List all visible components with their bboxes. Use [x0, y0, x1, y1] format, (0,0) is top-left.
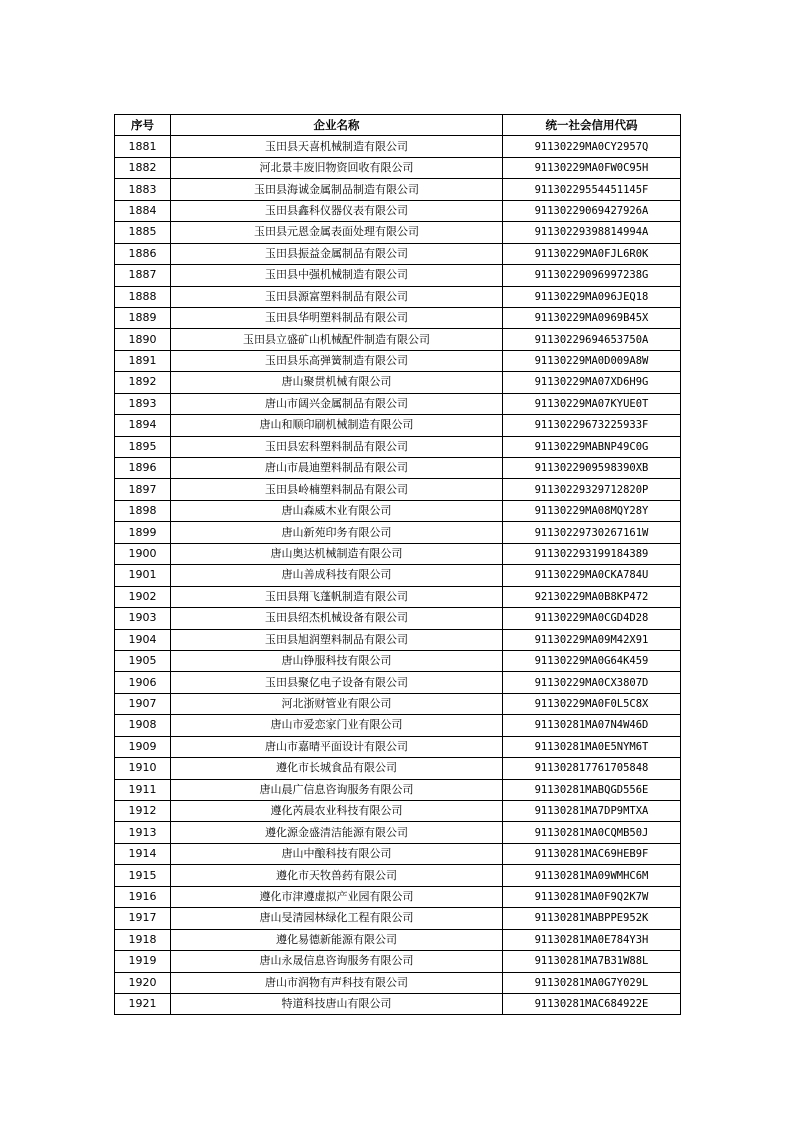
cell-company-name: 遵化源金盛清洁能源有限公司	[171, 822, 503, 843]
cell-credit-code: 91130281MA7DP9MTXA	[503, 801, 681, 822]
cell-company-name: 唐山新苑印务有限公司	[171, 522, 503, 543]
cell-credit-code: 91130229MABNP49C0G	[503, 436, 681, 457]
cell-serial-number: 1889	[115, 307, 171, 328]
table-row	[115, 608, 681, 629]
cell-credit-code: 91130281MA0E784Y3H	[503, 929, 681, 950]
cell-credit-code: 911302817761705848	[503, 758, 681, 779]
cell-company-name: 特道科技唐山有限公司	[171, 993, 503, 1014]
cell-company-name: 唐山市阔兴金属制品有限公司	[171, 393, 503, 414]
cell-serial-number: 1920	[115, 972, 171, 993]
cell-serial-number: 1907	[115, 693, 171, 714]
table-row	[115, 286, 681, 307]
cell-credit-code: 91130281MA7B31W88L	[503, 951, 681, 972]
cell-company-name: 遵化易德新能源有限公司	[171, 929, 503, 950]
cell-credit-code: 91130229MA0F0L5C8X	[503, 693, 681, 714]
cell-credit-code: 91130229MA0969B45X	[503, 307, 681, 328]
table-row	[115, 350, 681, 371]
table-row	[115, 779, 681, 800]
cell-serial-number: 1912	[115, 801, 171, 822]
cell-credit-code: 91130229MA0D009A8W	[503, 350, 681, 371]
cell-company-name: 遵化芮晨农业科技有限公司	[171, 801, 503, 822]
cell-company-name: 玉田县旭润塑料制品有限公司	[171, 629, 503, 650]
cell-serial-number: 1914	[115, 843, 171, 864]
table-row	[115, 758, 681, 779]
header-company-name: 企业名称	[171, 115, 503, 136]
cell-company-name: 玉田县海诚金属制品制造有限公司	[171, 179, 503, 200]
table-row	[115, 179, 681, 200]
cell-serial-number: 1900	[115, 543, 171, 564]
cell-serial-number: 1921	[115, 993, 171, 1014]
cell-serial-number: 1888	[115, 286, 171, 307]
table-row	[115, 972, 681, 993]
cell-credit-code: 91130229MA0CX3807D	[503, 672, 681, 693]
cell-credit-code: 911302293199184389	[503, 543, 681, 564]
cell-company-name: 河北景丰废旧物资回收有限公司	[171, 157, 503, 178]
cell-credit-code: 91130229MA0FW0C95H	[503, 157, 681, 178]
cell-company-name: 玉田县宏科塑料制品有限公司	[171, 436, 503, 457]
table-row	[115, 886, 681, 907]
cell-company-name: 玉田县乐高弹簧制造有限公司	[171, 350, 503, 371]
table-row	[115, 650, 681, 671]
cell-credit-code: 91130229MA0CKA784U	[503, 565, 681, 586]
table-row	[115, 715, 681, 736]
cell-serial-number: 1902	[115, 586, 171, 607]
table-row	[115, 307, 681, 328]
cell-serial-number: 1890	[115, 329, 171, 350]
cell-credit-code: 91130229730267161W	[503, 522, 681, 543]
table-row	[115, 500, 681, 521]
table-row	[115, 543, 681, 564]
cell-serial-number: 1885	[115, 222, 171, 243]
table-row	[115, 565, 681, 586]
cell-serial-number: 1911	[115, 779, 171, 800]
cell-credit-code: 91130281MA09WMHC6M	[503, 865, 681, 886]
table-row	[115, 629, 681, 650]
table-row	[115, 222, 681, 243]
cell-credit-code: 91130229673225933F	[503, 415, 681, 436]
cell-serial-number: 1897	[115, 479, 171, 500]
cell-company-name: 唐山奥达机械制造有限公司	[171, 543, 503, 564]
header-credit-code: 统一社会信用代码	[503, 115, 681, 136]
cell-serial-number: 1905	[115, 650, 171, 671]
cell-serial-number: 1882	[115, 157, 171, 178]
cell-serial-number: 1917	[115, 908, 171, 929]
cell-company-name: 遵化市天牧兽药有限公司	[171, 865, 503, 886]
cell-credit-code: 91130281MA07N4W46D	[503, 715, 681, 736]
cell-credit-code: 91130229554451145F	[503, 179, 681, 200]
cell-credit-code: 91130229694653750A	[503, 329, 681, 350]
table-header-row	[115, 115, 681, 136]
cell-company-name: 唐山铮服科技有限公司	[171, 650, 503, 671]
cell-serial-number: 1883	[115, 179, 171, 200]
cell-company-name: 玉田县立盛矿山机械配件制造有限公司	[171, 329, 503, 350]
cell-serial-number: 1906	[115, 672, 171, 693]
header-serial-number: 序号	[115, 115, 171, 136]
table-row	[115, 822, 681, 843]
cell-company-name: 玉田县元恩金属表面处理有限公司	[171, 222, 503, 243]
cell-credit-code: 91130229MA096JEQ18	[503, 286, 681, 307]
table-row	[115, 157, 681, 178]
cell-serial-number: 1901	[115, 565, 171, 586]
cell-credit-code: 91130281MABQGD556E	[503, 779, 681, 800]
cell-serial-number: 1891	[115, 350, 171, 371]
table-row	[115, 908, 681, 929]
cell-company-name: 玉田县振益金属制品有限公司	[171, 243, 503, 264]
table-row	[115, 843, 681, 864]
table-row	[115, 522, 681, 543]
cell-serial-number: 1908	[115, 715, 171, 736]
cell-serial-number: 1909	[115, 736, 171, 757]
cell-company-name: 唐山中酿科技有限公司	[171, 843, 503, 864]
cell-credit-code: 92130229MA0B8KP472	[503, 586, 681, 607]
table-row	[115, 672, 681, 693]
table-row	[115, 200, 681, 221]
cell-serial-number: 1916	[115, 886, 171, 907]
table-row	[115, 458, 681, 479]
table-row	[115, 929, 681, 950]
company-table	[114, 114, 681, 1015]
cell-company-name: 玉田县鑫科仪器仪表有限公司	[171, 200, 503, 221]
cell-serial-number: 1918	[115, 929, 171, 950]
cell-company-name: 玉田县岭楠塑料制品有限公司	[171, 479, 503, 500]
cell-serial-number: 1910	[115, 758, 171, 779]
table-row	[115, 586, 681, 607]
cell-credit-code: 91130229MA09M42X91	[503, 629, 681, 650]
cell-credit-code: 91130281MAC69HEB9F	[503, 843, 681, 864]
table-row	[115, 393, 681, 414]
cell-credit-code: 91130281MA0CQMB50J	[503, 822, 681, 843]
table-row	[115, 693, 681, 714]
cell-credit-code: 91130229MA0CY2957Q	[503, 136, 681, 157]
cell-credit-code: 91130229329712820P	[503, 479, 681, 500]
table-row	[115, 265, 681, 286]
cell-company-name: 玉田县中强机械制造有限公司	[171, 265, 503, 286]
cell-serial-number: 1881	[115, 136, 171, 157]
cell-credit-code: 91130229MA0G64K459	[503, 650, 681, 671]
cell-company-name: 玉田县源富塑料制品有限公司	[171, 286, 503, 307]
cell-company-name: 唐山市爱恋家门业有限公司	[171, 715, 503, 736]
cell-serial-number: 1884	[115, 200, 171, 221]
cell-serial-number: 1892	[115, 372, 171, 393]
cell-serial-number: 1903	[115, 608, 171, 629]
cell-credit-code: 91130281MA0F9Q2K7W	[503, 886, 681, 907]
table-row	[115, 993, 681, 1014]
cell-serial-number: 1919	[115, 951, 171, 972]
cell-serial-number: 1887	[115, 265, 171, 286]
cell-credit-code: 91130229MA08MQY28Y	[503, 500, 681, 521]
cell-company-name: 河北浙财管业有限公司	[171, 693, 503, 714]
cell-credit-code: 91130229MA0CGD4D28	[503, 608, 681, 629]
cell-company-name: 玉田县天喜机械制造有限公司	[171, 136, 503, 157]
cell-serial-number: 1896	[115, 458, 171, 479]
cell-credit-code: 9113022909598390XB	[503, 458, 681, 479]
cell-credit-code: 91130229MA0FJL6R0K	[503, 243, 681, 264]
cell-serial-number: 1895	[115, 436, 171, 457]
table-row	[115, 372, 681, 393]
table-row	[115, 865, 681, 886]
cell-credit-code: 91130281MA0G7Y029L	[503, 972, 681, 993]
table-row	[115, 329, 681, 350]
cell-credit-code: 91130229398814994A	[503, 222, 681, 243]
table-row	[115, 951, 681, 972]
cell-credit-code: 91130229MA07KYUE0T	[503, 393, 681, 414]
cell-credit-code: 91130229096997238G	[503, 265, 681, 286]
cell-company-name: 玉田县绍杰机械设备有限公司	[171, 608, 503, 629]
cell-company-name: 唐山市润物有声科技有限公司	[171, 972, 503, 993]
cell-credit-code: 91130229069427926A	[503, 200, 681, 221]
cell-credit-code: 91130229MA07XD6H9G	[503, 372, 681, 393]
cell-serial-number: 1898	[115, 500, 171, 521]
table-row	[115, 243, 681, 264]
cell-company-name: 玉田县华明塑料制品有限公司	[171, 307, 503, 328]
cell-credit-code: 91130281MA0E5NYM6T	[503, 736, 681, 757]
table-row	[115, 436, 681, 457]
cell-serial-number: 1904	[115, 629, 171, 650]
cell-company-name: 唐山和顺印刷机械制造有限公司	[171, 415, 503, 436]
cell-company-name: 唐山森威木业有限公司	[171, 500, 503, 521]
cell-company-name: 玉田县聚亿电子设备有限公司	[171, 672, 503, 693]
table-row	[115, 479, 681, 500]
cell-serial-number: 1894	[115, 415, 171, 436]
cell-serial-number: 1913	[115, 822, 171, 843]
cell-company-name: 唐山旻清园林绿化工程有限公司	[171, 908, 503, 929]
cell-serial-number: 1886	[115, 243, 171, 264]
cell-credit-code: 91130281MAC684922E	[503, 993, 681, 1014]
table-row	[115, 415, 681, 436]
cell-company-name: 玉田县翔飞蓬帆制造有限公司	[171, 586, 503, 607]
cell-company-name: 唐山善成科技有限公司	[171, 565, 503, 586]
cell-company-name: 唐山市晨迪塑料制品有限公司	[171, 458, 503, 479]
cell-serial-number: 1893	[115, 393, 171, 414]
cell-serial-number: 1899	[115, 522, 171, 543]
cell-serial-number: 1915	[115, 865, 171, 886]
table-body	[115, 136, 681, 1015]
cell-company-name: 遵化市长城食品有限公司	[171, 758, 503, 779]
table-row	[115, 136, 681, 157]
cell-company-name: 唐山市嘉晴平面设计有限公司	[171, 736, 503, 757]
table-row	[115, 736, 681, 757]
cell-credit-code: 91130281MABPPE952K	[503, 908, 681, 929]
table-row	[115, 801, 681, 822]
cell-company-name: 唐山晨广信息咨询服务有限公司	[171, 779, 503, 800]
cell-company-name: 唐山永晟信息咨询服务有限公司	[171, 951, 503, 972]
cell-company-name: 唐山聚贯机械有限公司	[171, 372, 503, 393]
cell-company-name: 遵化市津遵虚拟产业园有限公司	[171, 886, 503, 907]
